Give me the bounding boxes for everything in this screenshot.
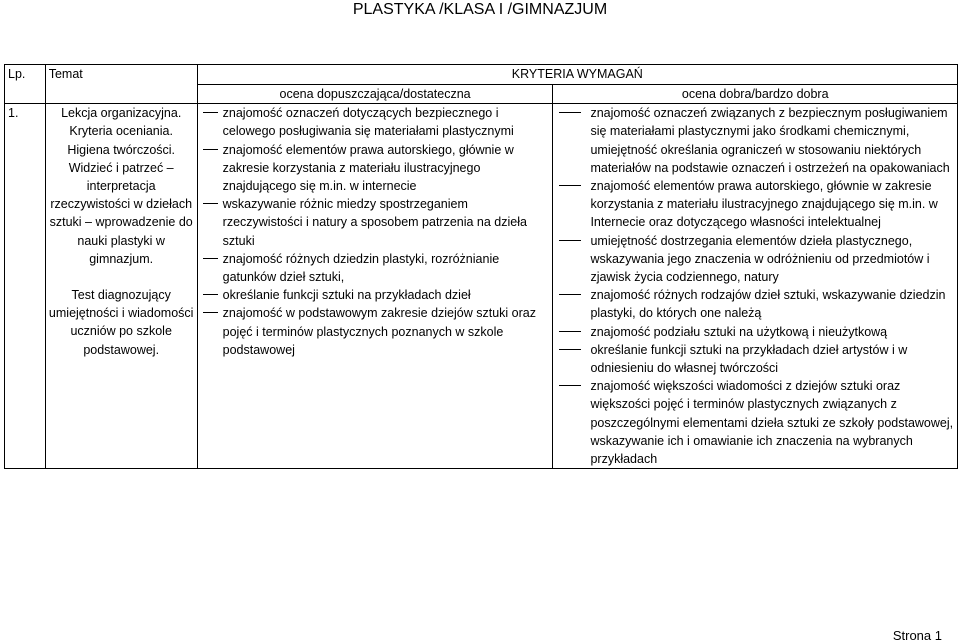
dash-bullet-icon [559,185,581,186]
temat-text-2: Test diagnozujący umiejętności i wiadomości uczniów po szkole podstawowej. [48,288,194,357]
list-item: znajomość różnych rodzajów dzieł sztuki, wskazywanie dziedzin plastyki, do których one należą [556,286,954,322]
list-item: znajomość większości wiadomości z dziejów sztuki oraz większości pojęć i terminów plastycznych związanych z poszczególnymi elementami dzieła sztuki ze szkoły podstawowej, wskazywanie ich i omawianie ich znaczenia na wybranych przykładach [556,377,954,468]
dash-bullet-icon [559,349,581,350]
high-grade-criteria [553,104,958,469]
header-kryteria: KRYTERIA WYMAGAŃ [197,65,957,85]
row-temat [45,104,197,469]
list-item: znajomość różnych dziedzin plastyki, rozróżnianie gatunków dzieł sztuki, [201,250,550,286]
dash-bullet-icon [559,294,581,295]
header-high-grade: ocena dobra/bardzo dobra [553,85,958,104]
list-item: znajomość elementów prawa autorskiego, głównie w zakresie korzystania z materiału ilustracyjnego znajdującego się m.in. w Internecie oraz dotyczącego własności intelektualnej [556,177,954,232]
list-item: wskazywanie różnic miedzy spostrzeganiem rzeczywistości i natury a sposobem patrzenia na dzieła sztuki [201,195,550,250]
dash-bullet-icon [203,258,218,259]
dash-bullet-icon [559,385,581,386]
dash-bullet-icon [203,312,218,313]
page-number: Strona 1 [892,628,942,643]
list-item: znajomość oznaczeń związanych z bezpiecznym posługiwaniem się materiałami plastycznymi jako środkami chemicznymi, umiejętność określania ograniczeń w stosowaniu niektórych materiałów na podstawie oznaczeń i ostrzeżeń na opakowaniach [556,104,954,177]
header-low-grade: ocena dopuszczająca/dostateczna [197,85,553,104]
dash-bullet-icon [203,203,218,204]
dash-bullet-icon [559,240,581,241]
dash-bullet-icon [203,112,218,113]
page-title: PLASTYKA /KLASA I /GIMNAZJUM [352,1,608,18]
low-grade-criteria [197,104,553,469]
list-item: znajomość elementów prawa autorskiego, głównie w zakresie korzystania z materiału ilustracyjnego znajdującego się m.in. w internecie [201,141,550,196]
table-row [5,104,958,469]
list-item: znajomość oznaczeń dotyczących bezpiecznego i celowego posługiwania się materiałami plastycznymi [201,104,550,140]
list-item: znajomość w podstawowym zakresie dziejów sztuki oraz pojęć i terminów plastycznych poznanych w szkole podstawowej [201,304,550,359]
header-lp: Lp. [5,65,46,104]
dash-bullet-icon [203,294,218,295]
dash-bullet-icon [559,112,581,113]
row-lp: 1. [5,104,46,469]
header-row [5,65,958,85]
list-item: znajomość podziału sztuki na użytkową i nieużytkową [556,323,954,341]
header-temat: Temat [45,65,197,104]
requirements-table [4,64,958,469]
list-item: umiejętność dostrzegania elementów dzieła plastycznego, wskazywania jego znaczenia w odróżnieniu od przedmiotów i zjawisk życia codziennego, natury [556,232,954,287]
temat-text-1: Lekcja organizacyjna. Kryteria oceniania. Higiena twórczości. Widzieć i patrzeć – interpretacja rzeczywistości w dziełach sztuki – wprowadzenie do nauki plastyki w gimnazjum. [49,106,193,266]
dash-bullet-icon [559,331,581,332]
list-item: określanie funkcji sztuki na przykładach dzieł artystów i w odniesieniu do własnej twórczości [556,341,954,377]
list-item: określanie funkcji sztuki na przykładach dzieł [201,286,550,304]
dash-bullet-icon [203,149,218,150]
